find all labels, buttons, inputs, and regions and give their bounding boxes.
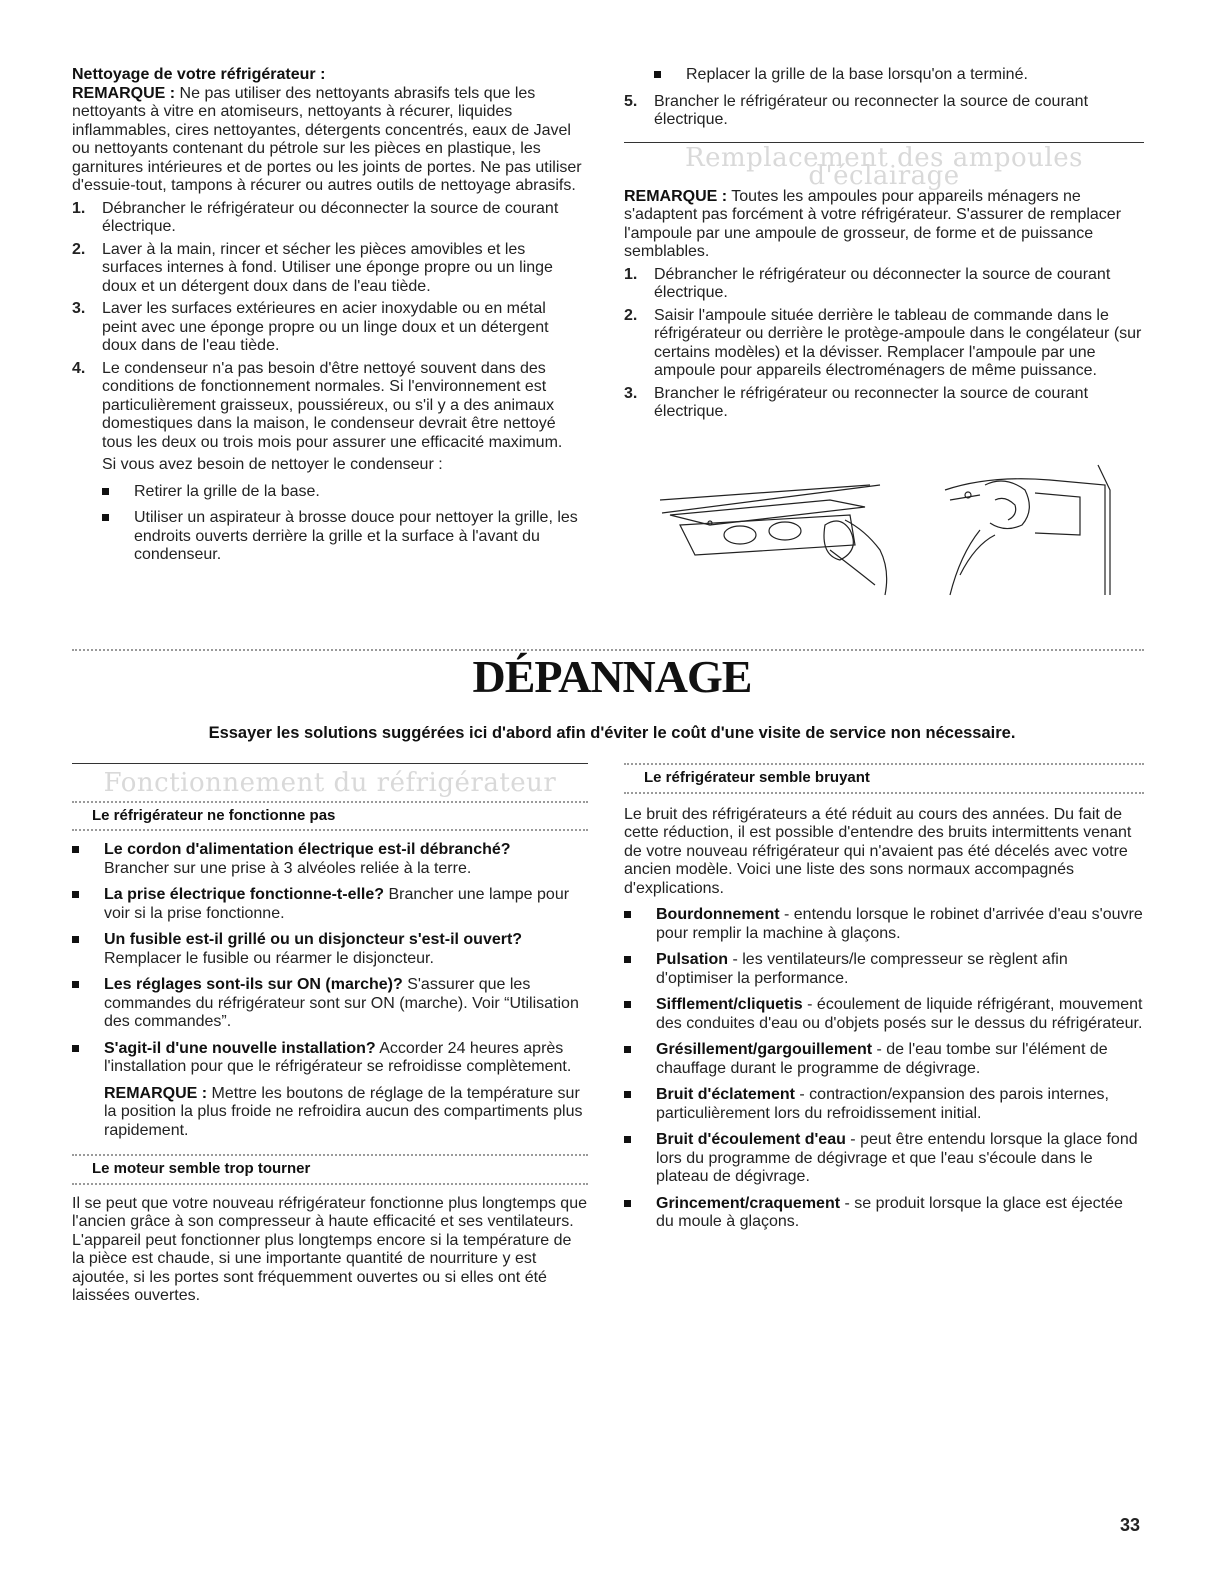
operation-heading: Fonctionnement du réfrigérateur [103, 768, 557, 798]
condenser-bullet: Replacer la grille de la base lorsqu'on a terminé. [654, 66, 1144, 85]
subhead-rule [624, 792, 1144, 794]
noise-item: Pulsation - les ventilateurs/le compresseur se règlent afin d'optimiser la performance. [624, 951, 1144, 988]
subhead-rule [72, 1183, 588, 1185]
subhead-motor: Le moteur semble trop tourner [92, 1160, 311, 1177]
operation-note: REMARQUE : Mettre les boutons de réglage de la température sur la position la plus froide ne refroidira aucun des compartiments plus rapidement. [104, 1084, 583, 1139]
condenser-bullet: Utiliser un aspirateur à brosse douce pour nettoyer la grille, les endroits ouverts derrière la grille et la surface à l'avant du condenseur. [102, 509, 584, 565]
page-number: 33 [1119, 1515, 1140, 1535]
bulbs-note: REMARQUE : Toutes les ampoules pour appareils ménagers ne s'adaptent pas forcément à votre réfrigérateur. S'assurer de remplacer l'ampoule par une ampoule de grosseur, de forme et de puissance semblables. [624, 187, 1122, 260]
noise-item: Bruit d'écoulement d'eau - peut être entendu lorsque la glace fond lors du programme de dégivrage et que l'eau s'écoule dans le plateau de dégivrage. [624, 1131, 1144, 1187]
control-panel-drawing [660, 485, 887, 595]
noise-item: Grésillement/gargouillement - de l'eau tombe sur l'élément de chauffage durant le programme de dégivrage. [624, 1041, 1144, 1078]
bulbs-step: 1. Débrancher le réfrigérateur ou déconnecter la source de courant électrique. [624, 265, 1111, 301]
noise-item: Bourdonnement - entendu lorsque le robinet d'arrivée d'eau s'ouvre pour remplir la machine à glaçons. [624, 906, 1144, 943]
troubleshoot-item: S'agit-il d'une nouvelle installation? Accorder 24 heures après l'installation pour que le réfrigérateur se refroidisse complètement. [72, 1040, 588, 1077]
cleaning-step: 2. Laver à la main, rincer et sécher les pièces amovibles et les surfaces internes à fond. Utiliser une éponge propre ou un linge doux et un détergent doux dans de l'eau tiède. [72, 240, 553, 295]
troubleshoot-item: La prise électrique fonctionne-t-elle? Brancher une lampe pour voir si la prise fonctionne. [72, 886, 588, 923]
motor-text: Il se peut que votre nouveau réfrigérateur fonctionne plus longtemps que l'ancien grâce à son compresseur à haute efficacité et ses ventilateurs. L'appareil peut fonctionner plus longtemps encore si la température de la pièce est chaude, si une importante quantité de nourriture y est ajoutée, si les portes sont fréquemment ouvertes ou si elles ont été laissées ouvertes. [72, 1194, 587, 1304]
freezer-bulb-drawing [945, 465, 1110, 595]
subhead-not-working: Le réfrigérateur ne fonctionne pas [92, 806, 336, 824]
noise-section [624, 763, 1144, 1240]
right-top-column [624, 66, 1144, 426]
noise-intro: Le bruit des réfrigérateurs a été réduit au cours des années. Du fait de cette réduction, il est possible d'entendre des bruits intermittents venant de votre nouveau réfrigérateur qui n'avaient pas été décelés avec votre ancien modèle. Voici une liste des sons normaux accompagnés d'explications. [624, 805, 1132, 897]
bulbs-step: 3. Brancher le réfrigérateur ou reconnecter la source de courant électrique. [624, 384, 1089, 420]
troubleshoot-item: Le cordon d'alimentation électrique est-il débranché? Brancher sur une prise à 3 alvéoles reliée à la terre. [72, 841, 588, 878]
troubleshoot-item: Les réglages sont-ils sur ON (marche)? S'assurer que les commandes du réfrigérateur sont sur ON (marche). Voir “Utilisation des commandes”. [72, 976, 588, 1032]
subhead-noisy: Le réfrigérateur semble bruyant [644, 769, 870, 786]
page-title: DÉPANNAGE [472, 651, 752, 702]
cleaning-section [72, 66, 584, 573]
bulbs-step: 2. Saisir l'ampoule située derrière le tableau de commande dans le réfrigérateur ou derrière le protège-ampoule dans le congélateur (sur certains modèles) et la dévisser. Remplacer l'ampoule par une ampoule pour appareils électroménagers de même puissance. [624, 306, 1142, 379]
troubleshoot-item: Un fusible est-il grillé ou un disjoncteur s'est-il ouvert? Remplacer le fusible ou réarmer le disjoncteur. [72, 931, 588, 968]
cleaning-heading: Nettoyage de votre réfrigérateur : [72, 66, 326, 83]
cleaning-note: REMARQUE : Ne pas utiliser des nettoyants abrasifs tels que les nettoyants à vitre en atomiseurs, nettoyants à récurer, liquides inflammables, cires nettoyantes, détergents concentrés, eaux de Javel ou nettoyants contenant du pétrole sur les pièces en plastique, les garnitures intérieures et de portes ou les joints de portes. Ne pas utiliser d'essuie-tout, tampons à récurer ou autres outils de nettoyage abrasifs. [72, 84, 582, 194]
cleaning-step-5: 5. Brancher le réfrigérateur ou reconnecter la source de courant électrique. [624, 92, 1089, 128]
bulb-replacement-illustration [650, 455, 1120, 605]
subhead-rule [72, 829, 588, 831]
noise-item: Grincement/craquement - se produit lorsque la glace est éjectée du moule à glaçons. [624, 1195, 1144, 1232]
section-divider [72, 763, 588, 764]
noise-item: Bruit d'éclatement - contraction/expansion des parois internes, particulièrement lors du refroidissement initial. [624, 1086, 1144, 1123]
noise-item: Sifflement/cliquetis - écoulement de liquide réfrigérant, mouvement des conduites d'eau ou d'objets posés sur le dessus du réfrigérateur. [624, 996, 1144, 1033]
cleaning-step: 4. Le condenseur n'a pas besoin d'être nettoyé souvent dans des conditions de fonctionnement normales. Si l'environnement est particulièrement graisseux, poussiéreux, ou s'il y a des animaux domestiques dans la maison, le condenseur devrait être nettoyé tous les deux ou trois mois pour assurer une efficacité maximum. [72, 359, 563, 451]
page-subtitle: Essayer les solutions suggérées ici d'abord afin d'éviter le coût d'une visite de service non nécessaire. [208, 724, 1016, 742]
condenser-intro: Si vous avez besoin de nettoyer le condenseur : [102, 456, 443, 473]
operation-section [72, 763, 588, 1310]
cleaning-step: 1. Débrancher le réfrigérateur ou déconnecter la source de courant électrique. [72, 199, 559, 235]
bulbs-heading: Remplacement des ampoules d'éclairage [685, 142, 1083, 191]
cleaning-step: 3. Laver les surfaces extérieures en acier inoxydable ou en métal peint avec une éponge propre ou un linge doux et un détergent doux dans de l'eau tiède. [72, 300, 549, 354]
condenser-bullet: Retirer la grille de la base. [102, 483, 584, 502]
